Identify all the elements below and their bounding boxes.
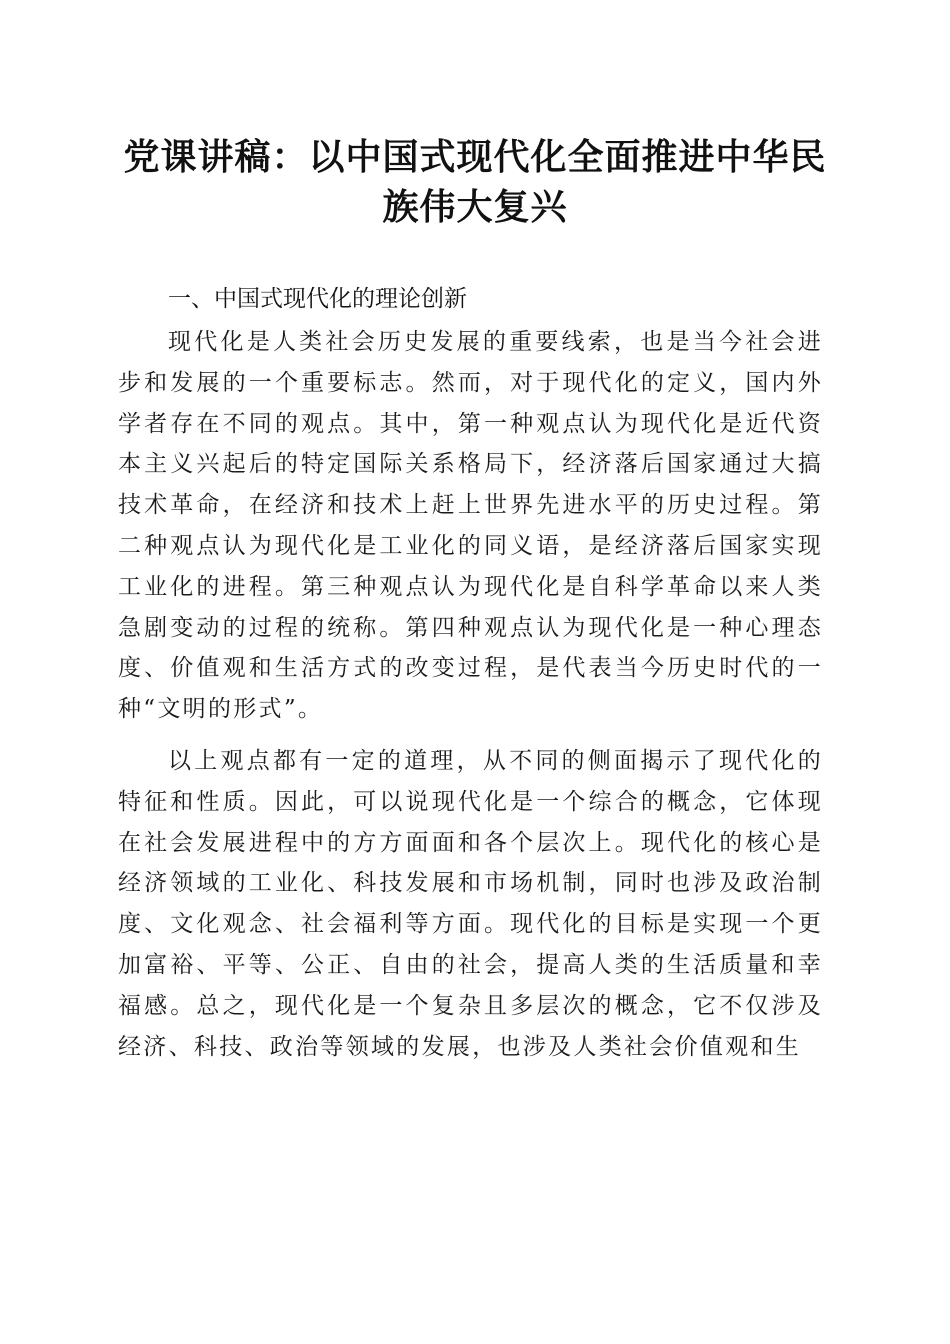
document-title: 党课讲稿：以中国式现代化全面推进中华民族伟大复兴 (123, 136, 827, 228)
body-paragraph: 现代化是人类社会历史发展的重要线索，也是当今社会进步和发展的一个重要标志。然而，对于现代化的定义，国内外学者存在不同的观点。其中，第一种观点认为现代化是近代资本主义兴起后的特定国际关系格局下，经济落后国家通过大搞技术革命，在经济和技术上赶上世界先进水平的历史过程。第二种观点认为现代化是工业化的同义语，是经济落后国家实现工业化的进程。第三种观点认为现代化是自科学革命以来人类急剧变动的过程的统称。第四种观点认为现代化是一种心理态度、价值观和生活方式的改变过程，是代表当今历史时代的一种“文明的形式”。 (118, 329, 823, 723)
section-heading: 一、中国式现代化的理论创新 (168, 286, 467, 312)
body-paragraph: 以上观点都有一定的道理，从不同的侧面揭示了现代化的特征和性质。因此，可以说现代化是一个综合的概念，它体现在社会发展进程中的方方面面和各个层次上。现代化的核心是经济领域的工业化、科技发展和市场机制，同时也涉及政治制度、文化观念、社会福利等方面。现代化的目标是实现一个更加富裕、平等、公正、自由的社会，提高人类的生活质量和幸福感。总之，现代化是一个复杂且多层次的概念，它不仅涉及经济、科技、政治等领域的发展，也涉及人类社会价值观和生 (118, 748, 823, 1060)
